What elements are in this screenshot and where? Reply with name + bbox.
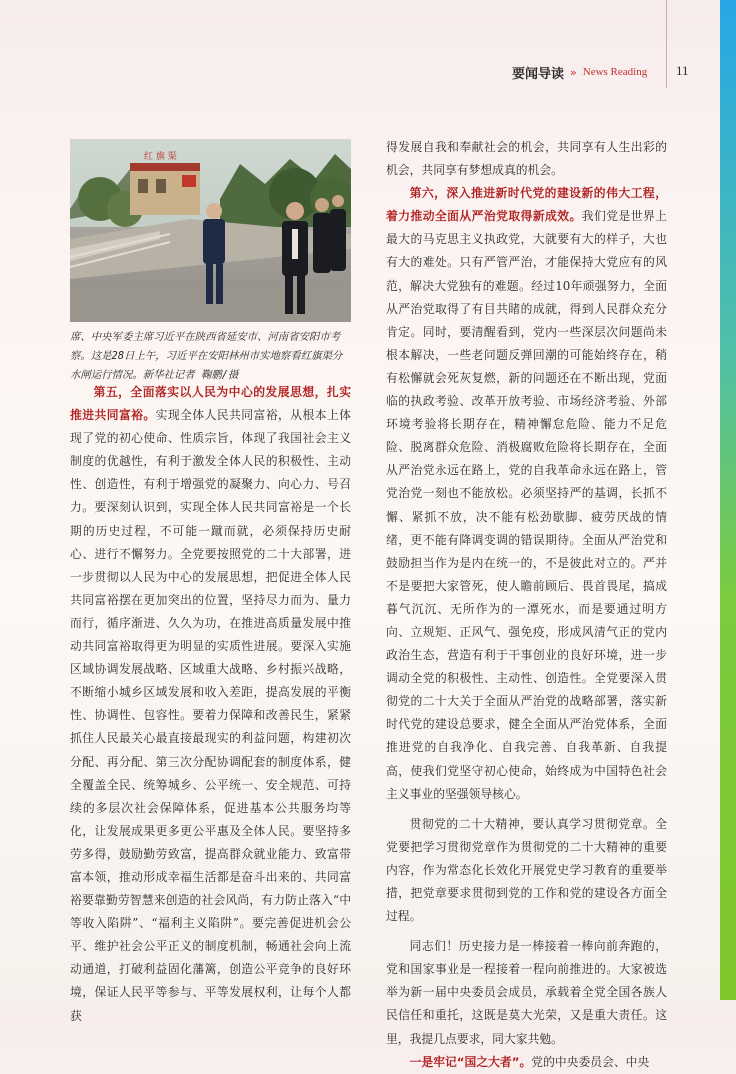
paragraph <box>386 1051 667 1074</box>
paragraph: 得发展自我和奉献社会的机会，共同享有人生出彩的机会，共同享有梦想成真的机会。 <box>386 140 667 178</box>
paragraph <box>386 182 667 806</box>
article-column-right <box>386 136 667 1074</box>
double-chevron-icon: » <box>570 65 577 79</box>
paragraph-text: 我们党是世界上最大的马克思主义执政党，大就要有大的样子，大也有大的难处。只有严管严治，才能保持大党应有的风范，解决大党独有的难题。经过10年顽强努力，全面从严治党取得了有目共睹的成就，得到人民群众充分肯定。同时，要清醒看到，党内一些深层次问题尚未根本解决，一些老问题反弹回潮的可能始终存在，稍有松懈就会死灰复燃，新的问题还在不断出现，党面临的执政考验、改革开放考验、市场经济考验、外部环境考验将长期存在，精神懈怠危险、能力不足危险、脱离群众危险、消极腐败危险将长期存在，全面从严治党永远在路上，党的自我革命永远在路上，管党治党一刻也不能放松。必须坚持严的基调，长抓不懈、紧抓不放，决不能有松劲歇脚、疲劳厌战的情绪，更不能有降调变调的错误期待。全面从严治党和鼓励担当作为是内在统一的，不是彼此对立的。严并不是要把大家管死，使人瞻前顾后、畏首畏尾，搞成暮气沉沉、无所作为的一潭死水，而是要通过明方向、立规矩、正风气、强免疫，形成风清气正的党内政治生态，营造有利于干事创业的良好环境，进一步调动全党的积极性、主动性、创造性。全党要深入贯彻党的二十大关于全面从严治党的战略部署，落实新时代党的建设总要求，健全全面从严治党体系，全面推进党的自我净化、自我完善、自我革新、自我提高，使我们党坚守初心使命，始终成为中国特色社会主义事业的坚强领导核心。 <box>386 209 667 801</box>
section-title-cn: 要闻导读 <box>512 66 565 82</box>
photo-sign: 红 旗 渠 <box>144 152 177 162</box>
edge-color-bar <box>720 0 736 1000</box>
photo-caption: 席、中央军委主席习近平在陕西省延安市、河南省安阳市考察。这是28日上午，习近平在安阳林州市实地察看红旗渠分水闸运行情况。新华社记者 鞠鹏/摄 <box>70 331 343 382</box>
paragraph-text: 党的中央委员会、中央 <box>531 1054 650 1069</box>
page-number: 11 <box>676 63 689 78</box>
paragraph <box>70 381 351 1028</box>
article-column-left <box>70 381 351 1028</box>
section-header <box>512 62 647 82</box>
paragraph-heading: 第六，深入推进新时代党的建设新的伟大工程，着力推动全面从严治党取得新成效。 <box>386 186 667 224</box>
news-photo <box>70 139 351 322</box>
paragraph: 贯彻党的二十大精神，要认真学习贯彻党章。全党要把学习贯彻党章作为贯彻党的二十大精神的重要内容，作为常态化长效化开展党史学习教育的重要举措，把党章要求贯彻到党的工作和党的建设各方面全过程。 <box>386 816 667 924</box>
paragraph: 同志们！历史接力是一棒接着一棒向前奔跑的，党和国家事业是一程接着一程向前推进的。大家被选举为新一届中央委员会成员，承载着全党全国各族人民信任和重托，这既是莫大光荣，又是重大责任。这里，我提几点要求，同大家共勉。 <box>386 939 667 1046</box>
header-divider <box>666 0 667 88</box>
paragraph-text: 实现全体人民共同富裕，从根本上体现了党的初心使命、性质宗旨，体现了我国社会主义制度的优越性，有利于激发全体人民的积极性、主动性、创造性，有利于增强党的凝聚力、向心力、号召力。要深刻认识到，实现全体人民共同富裕是一个长期的历史过程，不可能一蹴而就，必须保持历史耐心、进行不懈努力。全党要按照党的二十大部署，进一步贯彻以人民为中心的发展思想，把促进全体人民共同富裕摆在更加突出的位置，坚持尽力而为、量力而行，循序渐进、久久为功，在推进高质量发展中推动共同富裕取得更为明显的实质性进展。要深入实施区域协调发展战略、区域重大战略、乡村振兴战略，不断缩小城乡区域发展和收入差距，提高发展的平衡性、协调性、包容性。要着力保障和改善民生，紧紧抓住人民最关心最直接最现实的利益问题，构建初次分配、再分配、第三次分配协调配套的制度体系，健全覆盖全民、统筹城乡、公平统一、安全规范、可持续的多层次社会保障体系，促进基本公共服务均等化，让发展成果更多更公平惠及全体人民。要坚持多劳多得，鼓励勤劳致富，提高群众就业能力、致富带富本领，推动形成幸福生活都是奋斗出来的、共同富裕要靠勤劳智慧来创造的社会风尚，有力防止落入“中等收入陷阱”、“福利主义陷阱”。要完善促进机会公平、维护社会公平正义的制度机制，畅通社会向上流动通道，打破利益固化藩篱，创造公平竞争的良好环境，保证人民平等参与、平等发展权利，让每个人都获 <box>70 408 351 1023</box>
paragraph-heading: 一是牢记“国之大者”。 <box>409 1054 532 1069</box>
paragraph-heading: 第五，全面落实以人民为中心的发展思想，扎实推进共同富裕。 <box>70 385 351 423</box>
section-title-en: News Reading <box>582 66 648 78</box>
